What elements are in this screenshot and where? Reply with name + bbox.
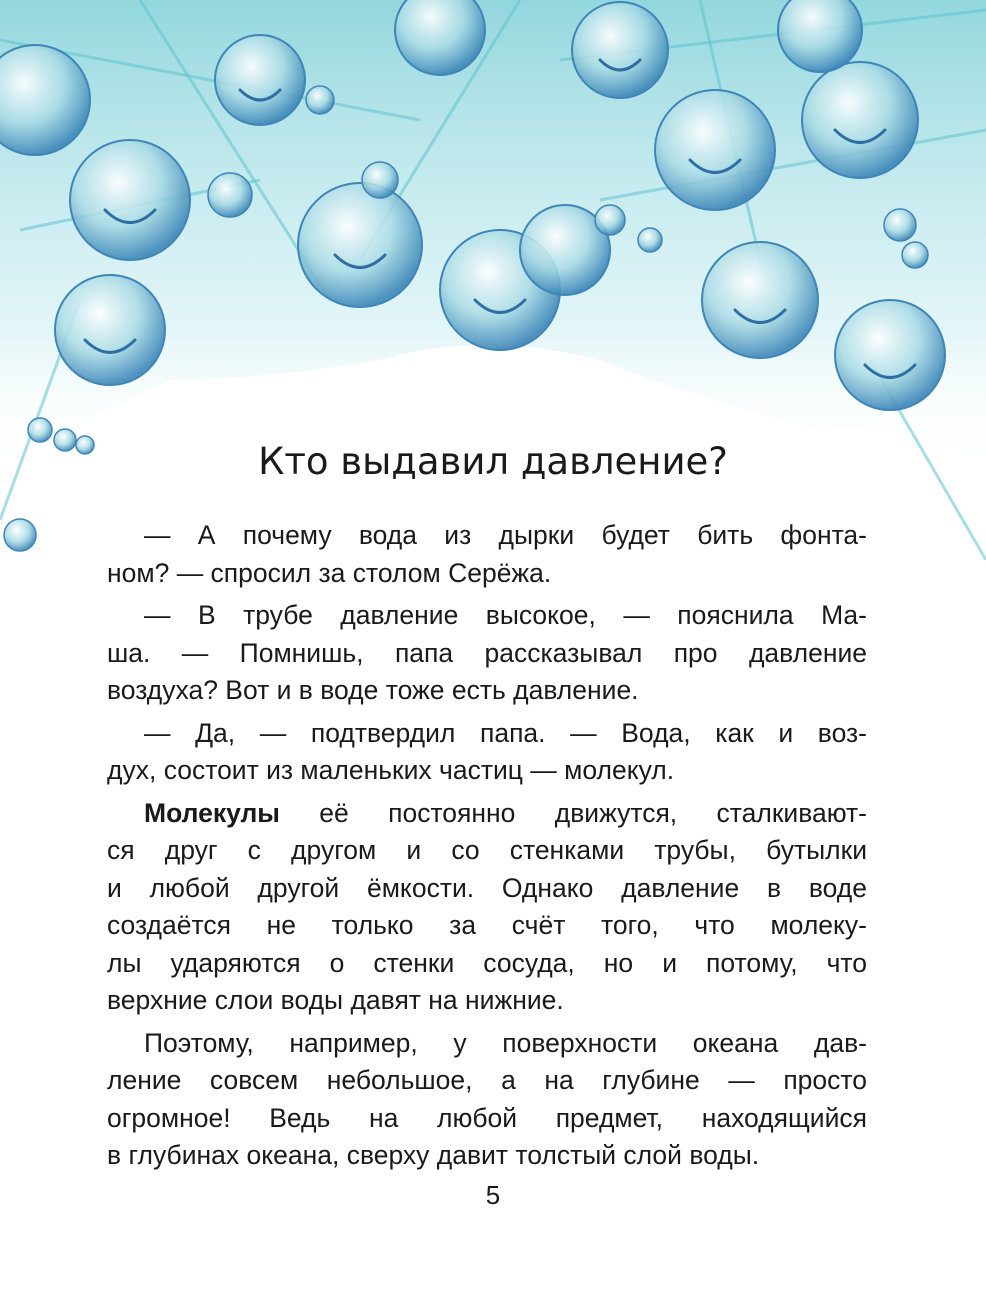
text-line [107,795,867,833]
text-line: — А почему вода из дырки будет бить фонта- [144,520,867,550]
text-line: ном? — спросил за столом Серёжа. [107,557,552,588]
text-line: создаётся не только за счёт того, что молеку- [107,910,867,940]
paragraph-4 [107,795,867,1020]
paragraph-2 [107,597,867,710]
paragraph-3 [107,715,867,790]
body-text [107,517,867,1180]
text-line: и любой другой ёмкости. Однако давление в воде [107,872,867,903]
paragraph-1 [107,517,867,592]
text-line: дух, состоит из маленьких частиц — молекул. [107,755,675,785]
text-line: — В трубе давление высокое, — пояснила Ма- [144,600,867,630]
text-line: огромное! Ведь на любой предмет, находящийся [107,1102,867,1133]
paragraph-5 [107,1025,867,1175]
text-line: в глубинах океана, сверху давит толстый слой воды. [107,1140,760,1170]
text-line: — Да, — подтвердил папа. — Вода, как и воз- [144,717,867,748]
text-line: лы ударяются о стенки сосуда, но и потому, что [107,947,867,978]
text-line: ление совсем небольшое, а на глубине — просто [107,1065,867,1095]
text-line: ся друг с другом и со стенками трубы, бутылки [107,835,867,865]
page-number: 5 [485,1180,501,1210]
text-line: верхние слои воды давят на нижние. [107,985,564,1015]
text-line: воздуха? Вот и в воде тоже есть давление. [107,675,639,705]
page-title: Кто выдавил давление? [258,440,728,483]
text-line: Поэтому, например, у поверхности океана дав- [144,1027,867,1058]
text-fragment: её постоянно движутся, сталкивают- [279,797,867,828]
text-line: ша. — Помнишь, папа рассказывал про давление [107,637,867,668]
bold-term: Молекулы [144,797,280,828]
